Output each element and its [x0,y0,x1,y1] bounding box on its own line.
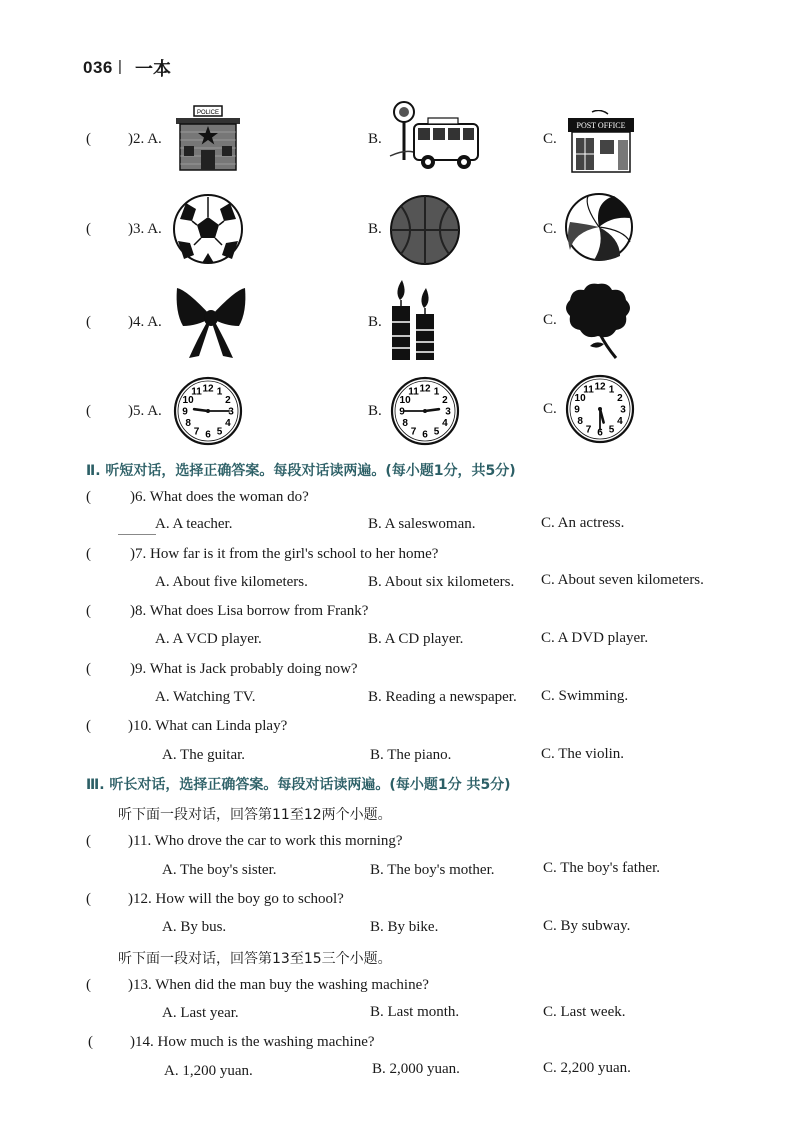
post-office-sign-text: POST OFFICE [576,121,626,130]
answer-paren: ( [86,314,91,330]
option-b: B. Last month. [370,1004,460,1020]
clock-number: 5 [608,424,615,436]
option-b: B. Reading a newspaper. [368,689,517,705]
question-number: )4. A. [128,314,162,330]
volleyball-icon [564,192,634,262]
clock-number: 8 [577,416,583,427]
option-c-label: C. [543,131,557,147]
option-b-label: B. [368,314,382,330]
option-c: C. A DVD player. [541,630,649,646]
answer-paren: ( [86,489,91,505]
option-a: A. About five kilometers. [155,574,308,590]
basketball-icon [389,194,461,266]
clock-number: 11 [191,386,202,398]
answer-paren: ( [88,1034,93,1050]
clock-hub [206,409,210,413]
clock-number: 7 [193,426,200,438]
clock-number: 11 [583,384,594,396]
option-a: A. By bus. [162,919,227,935]
bow-icon [173,282,249,362]
option-a: A. A VCD player. [155,631,262,647]
post-office-icon [564,110,640,174]
clock-number: 12 [594,381,606,393]
header-separator: | [118,58,122,75]
clock-number: 3 [228,406,234,418]
clock-number: 11 [408,386,419,398]
section-3-intro-2: 听下面一段对话，回答第13至15三个小题。 [118,951,392,967]
clock-number: 2 [225,395,231,406]
question-11: )11. Who drove the car to work this morning? [128,833,403,849]
answer-paren: ( [86,891,91,907]
option-b: B. By bike. [370,919,439,935]
police-station-icon [172,104,244,172]
clock-number: 12 [419,383,431,395]
option-c: C. Last week. [543,1004,626,1020]
clock-hub [423,409,427,413]
soccer-ball-icon [172,193,244,265]
option-c: C. About seven kilometers. [541,572,704,588]
clock-number: 4 [225,418,231,429]
page-number: 036 [83,58,113,77]
question-number: )2. A. [128,131,162,147]
clock-number: 8 [185,418,191,429]
clock-number: 7 [410,426,417,438]
clock-number: 6 [422,429,428,441]
flower-icon [562,280,634,362]
clock-five-thirty-icon [564,373,636,445]
clock-number: 1 [433,386,440,398]
option-b: B. The boy's mother. [370,862,495,878]
clock-number: 6 [597,427,603,439]
answer-paren: ( [86,221,91,237]
question-6: )6. What does the woman do? [130,489,309,505]
option-c: C. The boy's father. [543,860,660,876]
answer-paren: ( [86,833,91,849]
option-a: A. Watching TV. [155,689,256,705]
answer-line [118,534,156,535]
clock-number: 9 [574,404,580,416]
option-a: A. 1,200 yuan. [164,1063,253,1079]
option-b: B. A saleswoman. [368,516,476,532]
clock-number: 2 [442,395,448,406]
option-b: B. A CD player. [368,631,464,647]
answer-paren: ( [86,603,91,619]
option-c-label: C. [543,312,557,328]
section-3-title: Ⅲ. 听长对话，选择正确答案。每段对话读两遍。(每小题1分 共5分) [86,777,511,793]
option-a: A. Last year. [162,1005,239,1021]
option-a: A. A teacher. [155,516,233,532]
clock-number: 6 [205,429,211,441]
option-c-label: C. [543,221,557,237]
option-c: C. The violin. [541,746,625,762]
question-9: )9. What is Jack probably doing now? [130,661,358,677]
option-c: C. By subway. [543,918,631,934]
option-b: B. About six kilometers. [368,574,515,590]
option-c: C. Swimming. [541,688,629,704]
question-12: )12. How will the boy go to school? [128,891,344,907]
clock-number: 9 [182,406,188,418]
question-number: )5. A. [128,403,162,419]
police-sign-text: POLICE [196,110,220,116]
clock-number: 4 [442,418,448,429]
answer-paren: ( [86,131,91,147]
clock-three-fortyfive-icon [389,375,461,447]
clock-number: 4 [617,416,623,427]
clock-number: 3 [445,406,451,418]
answer-paren: ( [86,718,91,734]
option-a: A. The guitar. [162,747,246,763]
question-number: )3. A. [128,221,162,237]
answer-paren: ( [86,661,91,677]
book-name: 一本 [135,59,171,80]
question-14: )14. How much is the washing machine? [130,1034,375,1050]
answer-paren: ( [86,403,91,419]
clock-number: 5 [433,426,440,438]
hour-hand [425,409,439,411]
clock-number: 1 [608,384,615,396]
option-b: B. 2,000 yuan. [372,1061,460,1077]
clock-number: 1 [216,386,223,398]
section-3-intro-1: 听下面一段对话，回答第11至12两个小题。 [118,807,392,823]
option-c: C. 2,200 yuan. [543,1060,631,1076]
clock-number: 8 [402,418,408,429]
question-10: )10. What can Linda play? [128,718,288,734]
hour-hand [194,409,208,411]
clock-number: 10 [399,395,411,406]
option-c-label: C. [543,401,557,417]
section-2-title: Ⅱ. 听短对话，选择正确答案。每段对话读两遍。(每小题1分，共5分) [86,463,516,479]
clock-number: 5 [216,426,223,438]
option-b-label: B. [368,221,382,237]
clock-number: 10 [574,393,586,404]
clock-nine-fifteen-icon [172,375,244,447]
bus-at-stop-icon [388,100,484,174]
option-b-label: B. [368,131,382,147]
option-a: A. The boy's sister. [162,862,277,878]
clock-hub [598,407,602,411]
question-8: )8. What does Lisa borrow from Frank? [130,603,369,619]
clock-number: 10 [182,395,194,406]
clock-number: 9 [399,406,405,418]
question-7: )7. How far is it from the girl's school to her home? [130,546,439,562]
clock-number: 7 [585,424,592,436]
answer-paren: ( [86,546,91,562]
option-b-label: B. [368,403,382,419]
answer-paren: ( [86,977,91,993]
option-c: C. An actress. [541,515,625,531]
clock-number: 2 [617,393,623,404]
question-13: )13. When did the man buy the washing machine? [128,977,429,993]
candles-icon [386,278,442,364]
option-b: B. The piano. [370,747,452,763]
clock-number: 3 [620,404,626,416]
clock-number: 12 [202,383,214,395]
